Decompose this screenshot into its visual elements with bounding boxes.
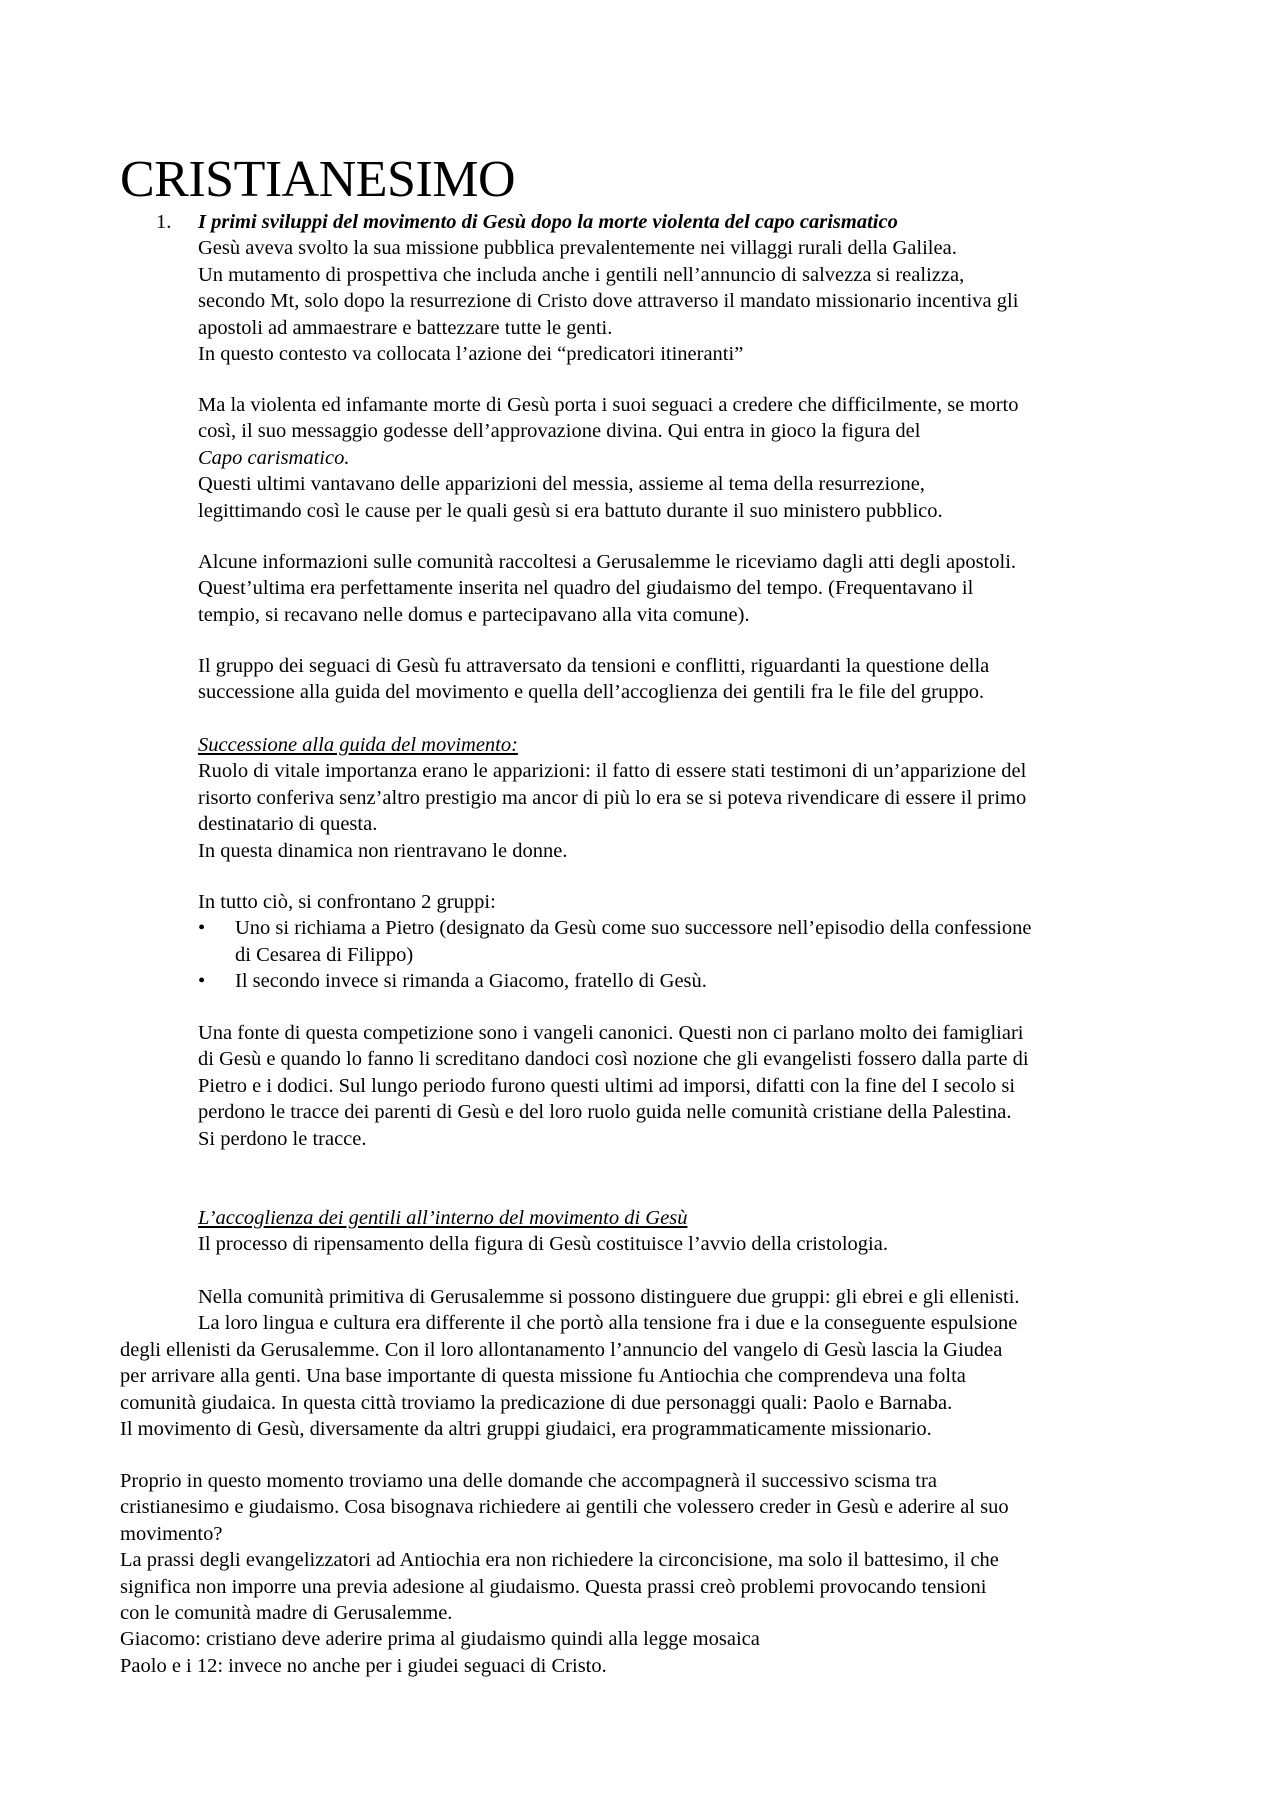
subsection-heading: Successione alla guida del movimento:: [198, 734, 518, 756]
paragraph-line: Un mutamento di prospettiva che includa anche i gentili nell’annuncio di salvezza si realizza,: [198, 263, 965, 286]
paragraph-line: cristianesimo e giudaismo. Cosa bisognava richiedere ai gentili che volessero creder in Gesù e aderire al suo: [120, 1496, 1009, 1519]
paragraph-line: Il gruppo dei seguaci di Gesù fu attraversato da tensioni e conflitti, riguardanti la questione della: [198, 655, 990, 677]
bullet-icon: •: [198, 970, 206, 993]
italic-term: Capo carismatico.: [198, 446, 350, 469]
paragraph-line: Proprio in questo momento troviamo una delle domande che accompagnerà il successivo scisma tra: [120, 1470, 937, 1492]
section-number: 1.: [156, 211, 172, 233]
paragraph-schism: [120, 1468, 1190, 1679]
paragraph-line: destinatario di questa.: [198, 813, 378, 836]
page-title: CRISTIANESIMO: [120, 151, 516, 208]
paragraph-line: In tutto ciò, si confrontano 2 gruppi:: [198, 891, 496, 913]
paragraph-line: In questo contesto va collocata l’azione dei “predicatori itineranti”: [198, 343, 744, 366]
bullet-icon: •: [198, 917, 206, 940]
section-heading: I primi sviluppi del movimento di Gesù dopo la morte violenta del capo carismatico: [198, 211, 898, 233]
subsection-succession: [198, 732, 1188, 864]
paragraph-hellenists-first: [198, 1284, 1188, 1337]
paragraph-line: Si perdono le tracce.: [198, 1127, 367, 1150]
paragraph-line: apostoli ad ammaestrare e battezzare tutte le genti.: [198, 316, 613, 339]
paragraph-tensions: [198, 653, 1188, 706]
list-item-line: di Cesarea di Filippo): [235, 943, 414, 966]
paragraph-line: legittimando così le cause per le quali gesù si era battuto durante il suo ministero pubblico.: [198, 499, 943, 522]
paragraph-line: così, il suo messaggio godesse dell’approvazione divina. Qui entra in gioco la figura del: [198, 420, 921, 443]
subsection-heading: L’accoglienza dei gentili all’interno del movimento di Gesù: [198, 1207, 688, 1229]
paragraph-line: con le comunità madre di Gerusalemme.: [120, 1602, 453, 1625]
paragraph-line: Questi ultimi vantavano delle apparizioni del messia, assieme al tema della resurrezione,: [198, 473, 925, 496]
section-body-top: [198, 209, 1188, 367]
paragraph-line: Nella comunità primitiva di Gerusalemme si possono distinguere due gruppi: gli ebrei e gli ellenisti.: [198, 1286, 1020, 1308]
paragraph-sources: [198, 1020, 1188, 1152]
paragraph-line: tempio, si recavano nelle domus e partecipavano alla vita comune).: [198, 603, 750, 626]
paragraph-line: risorto conferiva senz’altro prestigio ma ancor di più lo era se si poteva rivendicare di essere il primo: [198, 786, 1027, 809]
paragraph-line: Pietro e i dodici. Sul lungo periodo furono questi ultimi ad imporsi, difatti con la fine del I secolo si: [198, 1074, 1016, 1097]
list-item: [198, 915, 1188, 968]
paragraph-line: significa non imporre una previa adesione al giudaismo. Questa prassi creò problemi provocando tensioni: [120, 1575, 987, 1598]
paragraph-line: Il movimento di Gesù, diversamente da altri gruppi giudaici, era programmaticamente missionario.: [120, 1418, 932, 1441]
paragraph-line: secondo Mt, solo dopo la resurrezione di Cristo dove attraverso il mandato missionario incentiva gli: [198, 290, 1019, 313]
list-item: [198, 968, 1188, 994]
paragraph-line: Ma la violenta ed infamante morte di Gesù porta i suoi seguaci a credere che difficilmente, se morto: [198, 394, 1019, 416]
paragraph-death: [198, 392, 1188, 524]
paragraph-line: In questa dinamica non rientravano le donne.: [198, 839, 568, 862]
paragraph-line: per arrivare alla genti. Una base importante di questa missione fu Antiochia che comprendeva una folta: [120, 1365, 966, 1388]
paragraph-line: La loro lingua e cultura era differente il che portò alla tensione fra i due e la conseguente espulsione: [198, 1312, 1018, 1335]
paragraph-line: Paolo e i 12: invece no anche per i giudei seguaci di Cristo.: [120, 1654, 607, 1677]
list-item-line: Uno si richiama a Pietro (designato da Gesù come suo successore nell’episodio della confessione: [235, 917, 1032, 940]
paragraph-hellenists: [120, 1337, 1190, 1443]
paragraph-line: Alcune informazioni sulle comunità raccoltesi a Gerusalemme le riceviamo dagli atti degli apostoli.: [198, 551, 1017, 573]
subsection-gentiles: [198, 1205, 1188, 1258]
paragraph-line: Il processo di ripensamento della figura di Gesù costituisce l’avvio della cristologia.: [198, 1233, 888, 1256]
groups-list: [198, 889, 1188, 995]
paragraph-line: Quest’ultima era perfettamente inserita nel quadro del giudaismo del tempo. (Frequentavano il: [198, 577, 974, 600]
list-item-line: Il secondo invece si rimanda a Giacomo, fratello di Gesù.: [235, 970, 707, 993]
paragraph-line: successione alla guida del movimento e quella dell’accoglienza dei gentili fra le file del gruppo.: [198, 681, 985, 704]
paragraph-line: Ruolo di vitale importanza erano le apparizioni: il fatto di essere stati testimoni di un’apparizione del: [198, 760, 1027, 783]
paragraph-line: degli ellenisti da Gerusalemme. Con il loro allontanamento l’annuncio del vangelo di Gesù lascia la Giudea: [120, 1339, 1003, 1361]
paragraph-line: perdono le tracce dei parenti di Gesù e del loro ruolo guida nelle comunità cristiane della Palestina.: [198, 1101, 1012, 1124]
paragraph-line: Una fonte di questa competizione sono i vangeli canonici. Questi non ci parlano molto dei famigliari: [198, 1022, 1024, 1044]
paragraph-line: La prassi degli evangelizzatori ad Antiochia era non richiedere la circoncisione, ma solo il battesimo, il che: [120, 1549, 999, 1572]
paragraph-line: comunità giudaica. In questa città troviamo la predicazione di due personaggi quali: Paolo e Barnaba.: [120, 1391, 953, 1414]
paragraph-jerusalem: [198, 549, 1188, 628]
paragraph-line: Giacomo: cristiano deve aderire prima al giudaismo quindi alla legge mosaica: [120, 1628, 760, 1651]
paragraph-line: movimento?: [120, 1522, 223, 1545]
paragraph-line: Gesù aveva svolto la sua missione pubblica prevalentemente nei villaggi rurali della Galilea.: [198, 237, 957, 260]
paragraph-line: di Gesù e quando lo fanno li screditano dandoci così nozione che gli evangelisti fossero dalla parte di: [198, 1048, 1029, 1071]
